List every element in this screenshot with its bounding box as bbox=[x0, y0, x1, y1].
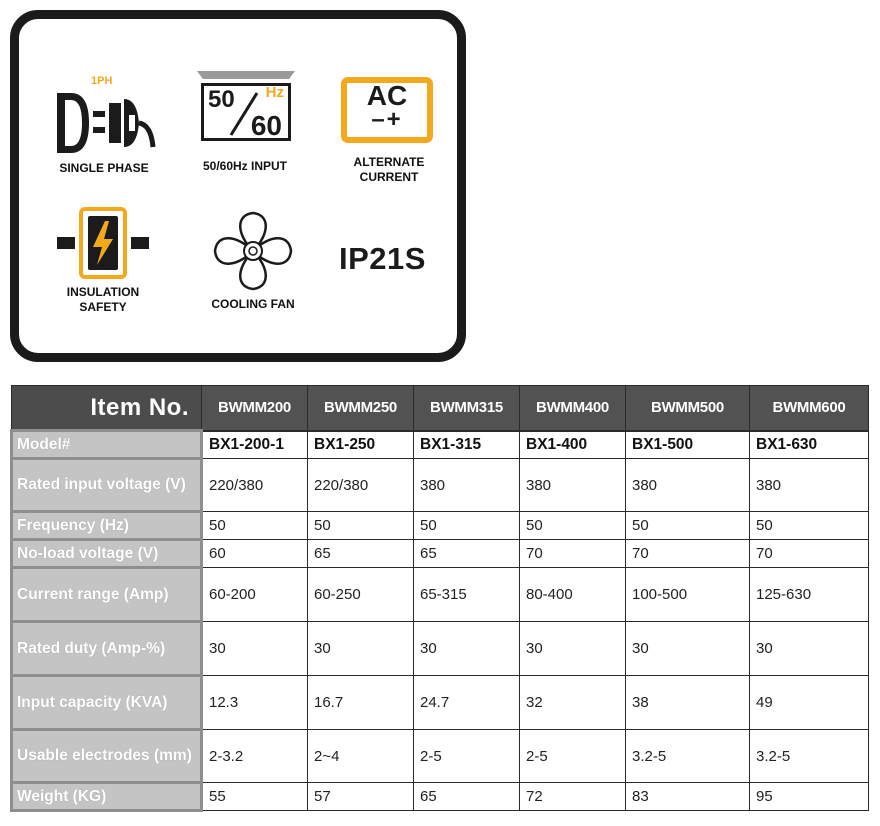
table-cell: 65 bbox=[414, 783, 520, 811]
feature-insulation bbox=[47, 207, 159, 314]
cooling-fan-label: COOLING FAN bbox=[211, 297, 295, 311]
row-label: Input capacity (KVA) bbox=[12, 676, 202, 730]
table-cell: 3.2-5 bbox=[626, 730, 750, 783]
table-cell: 24.7 bbox=[414, 676, 520, 730]
ac-glyph-bottom: –+ bbox=[371, 106, 403, 133]
single-phase-plug-icon bbox=[49, 85, 159, 155]
frequency-bottom-value: 60 bbox=[250, 110, 282, 141]
row-label: Rated input voltage (V) bbox=[12, 459, 202, 512]
table-row bbox=[12, 783, 869, 811]
table-cell: 38 bbox=[626, 676, 750, 730]
table-cell: BX1-250 bbox=[308, 431, 414, 459]
feature-alternate-current bbox=[337, 73, 441, 191]
item-header: BWMM200 bbox=[202, 386, 308, 431]
row-label: No-load voltage (V) bbox=[12, 540, 202, 568]
ac-label: ALTERNATE CURRENT bbox=[353, 155, 425, 184]
table-row bbox=[12, 512, 869, 540]
table-cell: BX1-200-1 bbox=[202, 431, 308, 459]
table-cell: 125-630 bbox=[750, 568, 869, 622]
feature-frequency bbox=[189, 71, 301, 175]
item-header: BWMM500 bbox=[626, 386, 750, 431]
table-cell: BX1-500 bbox=[626, 431, 750, 459]
table-row bbox=[12, 431, 869, 459]
features-panel bbox=[10, 10, 466, 362]
table-cell: 57 bbox=[308, 783, 414, 811]
table-cell: 30 bbox=[414, 622, 520, 676]
table-cell: 70 bbox=[520, 540, 626, 568]
table-cell: BX1-400 bbox=[520, 431, 626, 459]
fan-icon bbox=[197, 207, 309, 297]
frequency-label: 50/60Hz INPUT bbox=[202, 159, 288, 173]
table-cell: 100-500 bbox=[626, 568, 750, 622]
row-label: Frequency (Hz) bbox=[12, 512, 202, 540]
table-cell: 380 bbox=[750, 459, 869, 512]
table-cell: 70 bbox=[626, 540, 750, 568]
table-cell: 65 bbox=[308, 540, 414, 568]
item-no-header: Item No. bbox=[12, 386, 202, 431]
table-cell: 65-315 bbox=[414, 568, 520, 622]
table-cell: 380 bbox=[626, 459, 750, 512]
table-row bbox=[12, 730, 869, 783]
table-cell: 55 bbox=[202, 783, 308, 811]
table-cell: 50 bbox=[414, 512, 520, 540]
table-cell: 50 bbox=[202, 512, 308, 540]
table-cell: 83 bbox=[626, 783, 750, 811]
table-cell: 60-200 bbox=[202, 568, 308, 622]
table-cell: 50 bbox=[750, 512, 869, 540]
table-cell: 220/380 bbox=[308, 459, 414, 512]
table-cell: 220/380 bbox=[202, 459, 308, 512]
item-header: BWMM400 bbox=[520, 386, 626, 431]
table-cell: 50 bbox=[308, 512, 414, 540]
ac-glyph-top: AC bbox=[366, 80, 408, 111]
feature-single-phase bbox=[49, 75, 159, 175]
header-row bbox=[12, 386, 869, 431]
table-cell: BX1-315 bbox=[414, 431, 520, 459]
table-cell: 30 bbox=[308, 622, 414, 676]
single-phase-label: SINGLE PHASE bbox=[59, 161, 149, 175]
table-cell: 49 bbox=[750, 676, 869, 730]
table-cell: 3.2-5 bbox=[750, 730, 869, 783]
row-label: Current range (Amp) bbox=[12, 568, 202, 622]
row-label: Weight (KG) bbox=[12, 783, 202, 811]
item-header: BWMM600 bbox=[750, 386, 869, 431]
table-cell: 30 bbox=[750, 622, 869, 676]
spec-table bbox=[10, 385, 869, 812]
table-cell: 2-5 bbox=[520, 730, 626, 783]
table-cell: 2-5 bbox=[414, 730, 520, 783]
table-row bbox=[12, 540, 869, 568]
table-cell: 380 bbox=[520, 459, 626, 512]
table-row bbox=[12, 622, 869, 676]
ac-icon bbox=[341, 77, 433, 143]
table-cell: 60 bbox=[202, 540, 308, 568]
table-cell: 50 bbox=[626, 512, 750, 540]
table-cell: 80-400 bbox=[520, 568, 626, 622]
table-cell: 12.3 bbox=[202, 676, 308, 730]
table-cell: 380 bbox=[414, 459, 520, 512]
ip-rating: IP21S bbox=[339, 241, 426, 276]
table-row bbox=[12, 676, 869, 730]
frequency-top-bar bbox=[197, 71, 295, 79]
table-cell: 30 bbox=[626, 622, 750, 676]
insulation-lightning-icon bbox=[47, 207, 159, 283]
frequency-top-value: 50 bbox=[208, 86, 235, 113]
item-header: BWMM315 bbox=[414, 386, 520, 431]
table-cell: 2~4 bbox=[308, 730, 414, 783]
table-row bbox=[12, 568, 869, 622]
table-cell: BX1-630 bbox=[750, 431, 869, 459]
table-cell: 95 bbox=[750, 783, 869, 811]
feature-cooling-fan bbox=[197, 207, 309, 311]
table-cell: 32 bbox=[520, 676, 626, 730]
table-cell: 30 bbox=[202, 622, 308, 676]
table-cell: 16.7 bbox=[308, 676, 414, 730]
table-cell: 30 bbox=[520, 622, 626, 676]
table-cell: 2-3.2 bbox=[202, 730, 308, 783]
table-row bbox=[12, 459, 869, 512]
item-header: BWMM250 bbox=[308, 386, 414, 431]
badge-1ph: 1PH bbox=[91, 75, 113, 87]
row-label: Model# bbox=[12, 431, 202, 459]
frequency-unit: Hz bbox=[265, 84, 284, 101]
row-label: Rated duty (Amp-%) bbox=[12, 622, 202, 676]
insulation-label: INSULATION SAFETY bbox=[66, 285, 140, 314]
row-label: Usable electrodes (mm) bbox=[12, 730, 202, 783]
table-cell: 60-250 bbox=[308, 568, 414, 622]
frequency-icon bbox=[201, 83, 291, 141]
table-cell: 72 bbox=[520, 783, 626, 811]
table-cell: 50 bbox=[520, 512, 626, 540]
table-cell: 65 bbox=[414, 540, 520, 568]
table-cell: 70 bbox=[750, 540, 869, 568]
